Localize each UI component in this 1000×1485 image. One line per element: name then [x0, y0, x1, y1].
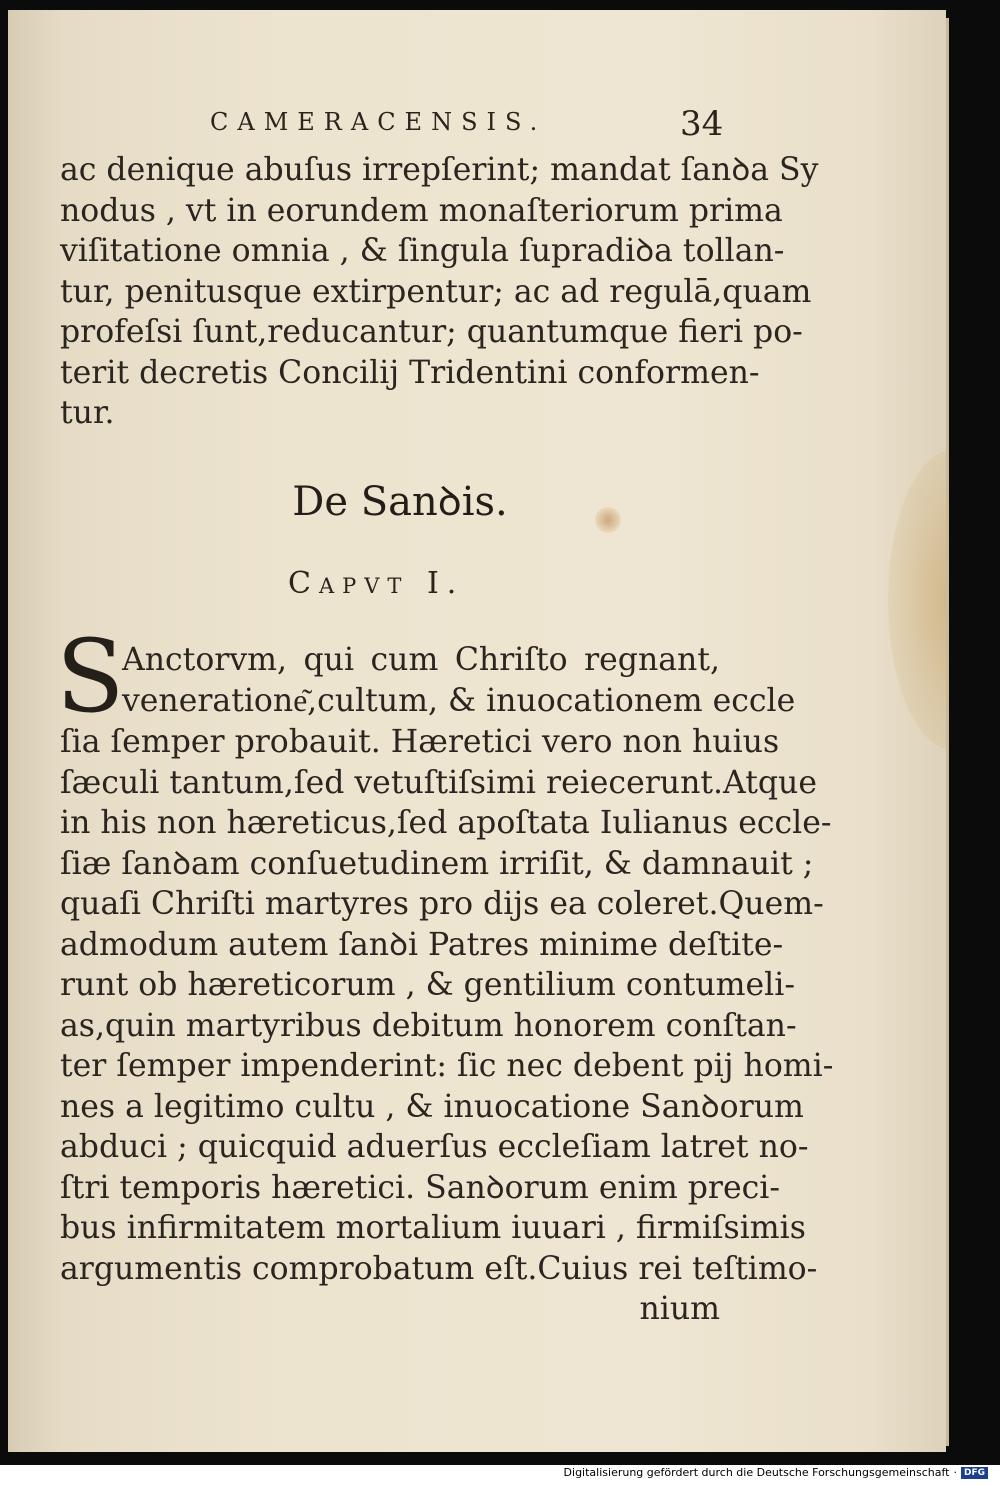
text-line: abduci ; quicquid aduerſus eccleſiam latret no- — [60, 1129, 809, 1165]
drop-cap: S — [56, 618, 125, 735]
funding-credit: Digitalisierung gefördert durch die Deutsche Forschungsgemeinschaft · DFG — [564, 1466, 988, 1479]
text-line: admodum autem ſanꝺi Patres minime deſtite- — [60, 926, 784, 963]
indented-opening-lines — [122, 640, 796, 721]
text-line: runt ob hæreticorum , & gentilium contumeli- — [60, 967, 795, 1003]
text-line: ſia ſemper probauit. Hæretici vero non huius — [60, 724, 780, 760]
running-head: CAMERACENSIS. — [210, 108, 547, 136]
text-line: nodus , vt in eorundem monaſteriorum prima — [60, 192, 783, 229]
text-line: ſtri temporis hæretici. Sanꝺorum enim preci- — [60, 1169, 780, 1206]
text-line: profeſsi ſunt,reducantur; quantumque fieri po- — [60, 314, 803, 350]
chapter-heading: Capvt I. — [288, 566, 465, 601]
text-line: nes a legitimo cultu , & inuocatione Sanꝺorum — [60, 1088, 804, 1125]
text-line: quaſi Chriſti martyres pro dijs ea coleret.Quem- — [60, 886, 824, 922]
body-paragraph — [60, 722, 834, 1330]
catchword: nium — [639, 1291, 720, 1327]
top-paragraph — [60, 150, 819, 434]
text-line: argumentis comprobatum eſt.Cuius rei teſtimo- — [60, 1250, 818, 1287]
text-line: terit decretis Concilij Tridentini conformen- — [60, 354, 760, 391]
section-title: De Sanꝺis. — [292, 479, 508, 525]
page-number: 34 — [680, 104, 724, 144]
text-line: viſitatione omnia , & ſingula ſupradiꝺa tollan- — [60, 233, 785, 269]
text-line: Anctorvm, qui cum Chriſto regnant, — [122, 642, 720, 678]
funding-credit-text: Digitalisierung gefördert durch die Deutsche Forschungsgemeinschaft — [563, 1466, 950, 1479]
text-line: tur. — [60, 395, 115, 431]
text-line: ac denique abuſus irrepſerint; mandat ſanꝺa Sy — [60, 152, 819, 188]
dfg-logo[interactable]: DFG — [961, 1467, 988, 1479]
text-line: in his non hæreticus,ſed apoſtata Iulianus eccle- — [60, 805, 832, 841]
text-line: as,quin martyribus debitum honorem conſtan- — [60, 1007, 797, 1044]
text-line: tur, penitusque extirpentur; ac ad regulā,quam — [60, 273, 812, 310]
text-line: ſæculi tantum,ſed vetuſtiſsimi reiecerunt.Atque — [60, 764, 817, 801]
text-line: bus infirmitatem mortalium iuuari , firmiſsimis — [60, 1210, 806, 1246]
water-stain — [888, 450, 946, 750]
text-line: veneratione͂,cultum, & inuocationem eccle — [122, 682, 796, 719]
text-line: ter ſemper impenderint: ſic nec debent pij homi- — [60, 1048, 834, 1084]
text-line: ſiæ ſanꝺam conſuetudinem irriſit, & damnauit ; — [60, 845, 814, 882]
page-edge — [946, 18, 949, 1446]
